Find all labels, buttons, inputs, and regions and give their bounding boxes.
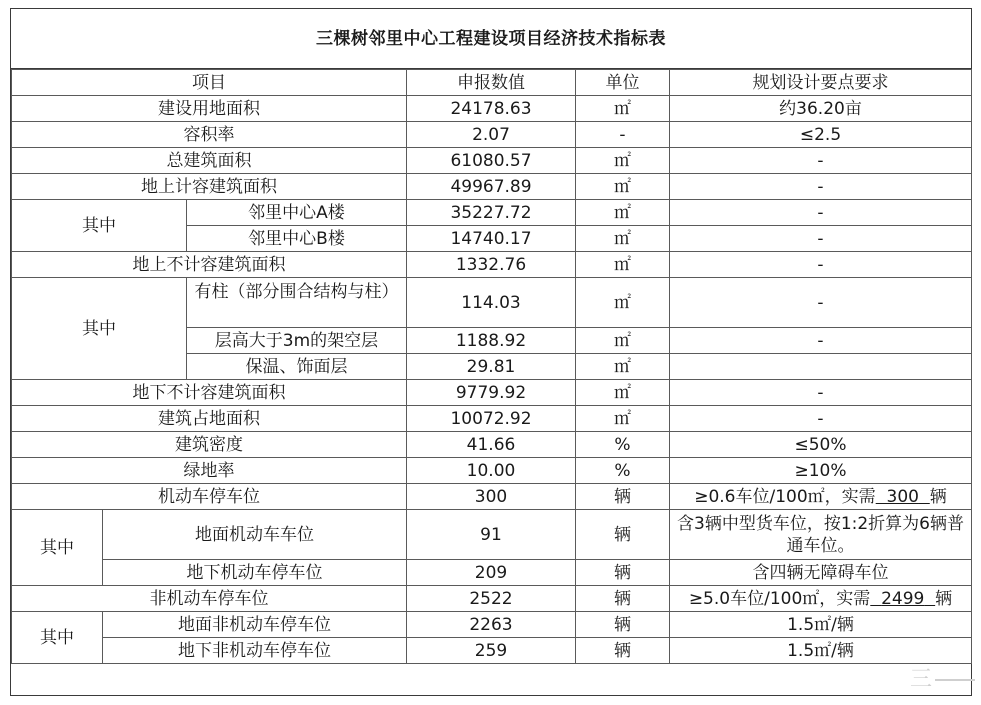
row-value: 209: [407, 560, 576, 586]
table-row: [12, 560, 972, 586]
indicator-table: [11, 69, 972, 664]
table-row: [12, 122, 972, 148]
row-item: 地下非机动车停车位: [103, 638, 407, 664]
row-item: 地下机动车停车位: [103, 560, 407, 586]
row-unit: 辆: [576, 560, 670, 586]
row-item: 保温、饰面层: [187, 354, 407, 380]
table-row: [12, 484, 972, 510]
row-requirement: -: [670, 148, 972, 174]
group-label: 其中: [12, 278, 187, 380]
row-item: 地上计容建筑面积: [12, 174, 407, 200]
row-unit: 辆: [576, 612, 670, 638]
row-value: 2.07: [407, 122, 576, 148]
table-row: [12, 638, 972, 664]
row-unit: 辆: [576, 484, 670, 510]
row-value: 91: [407, 510, 576, 560]
row-unit: 辆: [576, 510, 670, 560]
row-unit: 辆: [576, 638, 670, 664]
row-item: 邻里中心A楼: [187, 200, 407, 226]
row-unit: ㎡: [576, 328, 670, 354]
row-value: 41.66: [407, 432, 576, 458]
header-item: 项目: [12, 70, 407, 96]
row-unit: %: [576, 458, 670, 484]
row-item: [187, 278, 407, 328]
row-item: 邻里中心B楼: [187, 226, 407, 252]
row-unit: ㎡: [576, 148, 670, 174]
row-value: 10.00: [407, 458, 576, 484]
group-label: 其中: [12, 612, 103, 664]
row-item: 建筑占地面积: [12, 406, 407, 432]
row-unit: ㎡: [576, 278, 670, 328]
req-number-text: 2499: [881, 588, 925, 609]
row-value: 49967.89: [407, 174, 576, 200]
table-header-row: [12, 70, 972, 96]
table-row: [12, 458, 972, 484]
row-unit: ㎡: [576, 96, 670, 122]
row-requirement: ≥10%: [670, 458, 972, 484]
table-row: [12, 252, 972, 278]
row-requirement: -: [670, 226, 972, 252]
req-suffix: 辆: [929, 486, 947, 507]
row-unit: ㎡: [576, 252, 670, 278]
row-requirement: -: [670, 380, 972, 406]
row-item: 地下不计容建筑面积: [12, 380, 407, 406]
row-value: 14740.17: [407, 226, 576, 252]
row-requirement: 1.5㎡/辆: [670, 612, 972, 638]
group-label: 其中: [12, 200, 187, 252]
table-row: [12, 586, 972, 612]
row-item: 建筑密度: [12, 432, 407, 458]
table-row: [12, 406, 972, 432]
row-unit: %: [576, 432, 670, 458]
row-item: 地上不计容建筑面积: [12, 252, 407, 278]
req-number: [876, 487, 930, 507]
watermark-bar: [935, 679, 975, 681]
table-row: [12, 432, 972, 458]
row-value: 114.03: [407, 278, 576, 328]
row-value: 24178.63: [407, 96, 576, 122]
row-item: 容积率: [12, 122, 407, 148]
row-requirement: 含四辆无障碍车位: [670, 560, 972, 586]
row-item: 机动车停车位: [12, 484, 407, 510]
row-unit: -: [576, 122, 670, 148]
row-requirement: [670, 354, 972, 380]
row-requirement: -: [670, 278, 972, 328]
row-unit: ㎡: [576, 380, 670, 406]
row-item: 总建筑面积: [12, 148, 407, 174]
row-item: 绿地率: [12, 458, 407, 484]
row-requirement: [670, 510, 972, 560]
req-prefix: ≥0.6车位/100㎡，实需: [694, 486, 876, 507]
indicator-table-sheet: [10, 8, 972, 696]
row-item: 地面非机动车停车位: [103, 612, 407, 638]
row-value: 29.81: [407, 354, 576, 380]
row-item: 地面机动车车位: [103, 510, 407, 560]
table-row: [12, 510, 972, 560]
row-item: 非机动车停车位: [12, 586, 407, 612]
req-number-text: 300: [886, 486, 919, 507]
req-suffix: 辆: [935, 588, 953, 609]
row-value: 61080.57: [407, 148, 576, 174]
row-unit: ㎡: [576, 226, 670, 252]
table-row: [12, 148, 972, 174]
header-requirement: 规划设计要点要求: [670, 70, 972, 96]
req-number: [870, 589, 935, 609]
row-value: 2263: [407, 612, 576, 638]
row-requirement: -: [670, 406, 972, 432]
row-requirement: 1.5㎡/辆: [670, 638, 972, 664]
row-value: 259: [407, 638, 576, 664]
row-item: 建设用地面积: [12, 96, 407, 122]
header-value: 申报数值: [407, 70, 576, 96]
row-unit: ㎡: [576, 200, 670, 226]
row-requirement: [670, 484, 972, 510]
table-row: [12, 200, 972, 226]
table-row: [12, 278, 972, 328]
row-item: 层高大于3m的架空层: [187, 328, 407, 354]
row-value: 300: [407, 484, 576, 510]
row-value: 35227.72: [407, 200, 576, 226]
header-unit: 单位: [576, 70, 670, 96]
row-requirement: -: [670, 174, 972, 200]
req-prefix: ≥5.0车位/100㎡，实需: [688, 588, 871, 609]
row-requirement: 约36.20亩: [670, 96, 972, 122]
table-title: 三棵树邻里中心工程建设项目经济技术指标表: [11, 9, 971, 69]
row-unit: ㎡: [576, 174, 670, 200]
table-row: [12, 174, 972, 200]
row-value: 1332.76: [407, 252, 576, 278]
table-row: [12, 96, 972, 122]
row-requirement-text: 含3辆中型货车位，按1:2折算为6辆普通车位。: [677, 513, 964, 556]
row-item-text: 有柱（部分围合结构与柱）: [194, 281, 399, 302]
row-value: 2522: [407, 586, 576, 612]
row-requirement: ≤2.5: [670, 122, 972, 148]
row-unit: ㎡: [576, 354, 670, 380]
row-value: 1188.92: [407, 328, 576, 354]
row-value: 10072.92: [407, 406, 576, 432]
group-label: 其中: [12, 510, 103, 586]
row-unit: ㎡: [576, 406, 670, 432]
row-value: 9779.92: [407, 380, 576, 406]
row-unit: 辆: [576, 586, 670, 612]
watermark-text: 三: [909, 667, 930, 692]
row-requirement: ≤50%: [670, 432, 972, 458]
watermark: [910, 662, 975, 693]
table-row: [12, 612, 972, 638]
table-row: [12, 380, 972, 406]
row-requirement: [670, 586, 972, 612]
row-requirement: -: [670, 328, 972, 354]
row-requirement: -: [670, 252, 972, 278]
row-requirement: -: [670, 200, 972, 226]
